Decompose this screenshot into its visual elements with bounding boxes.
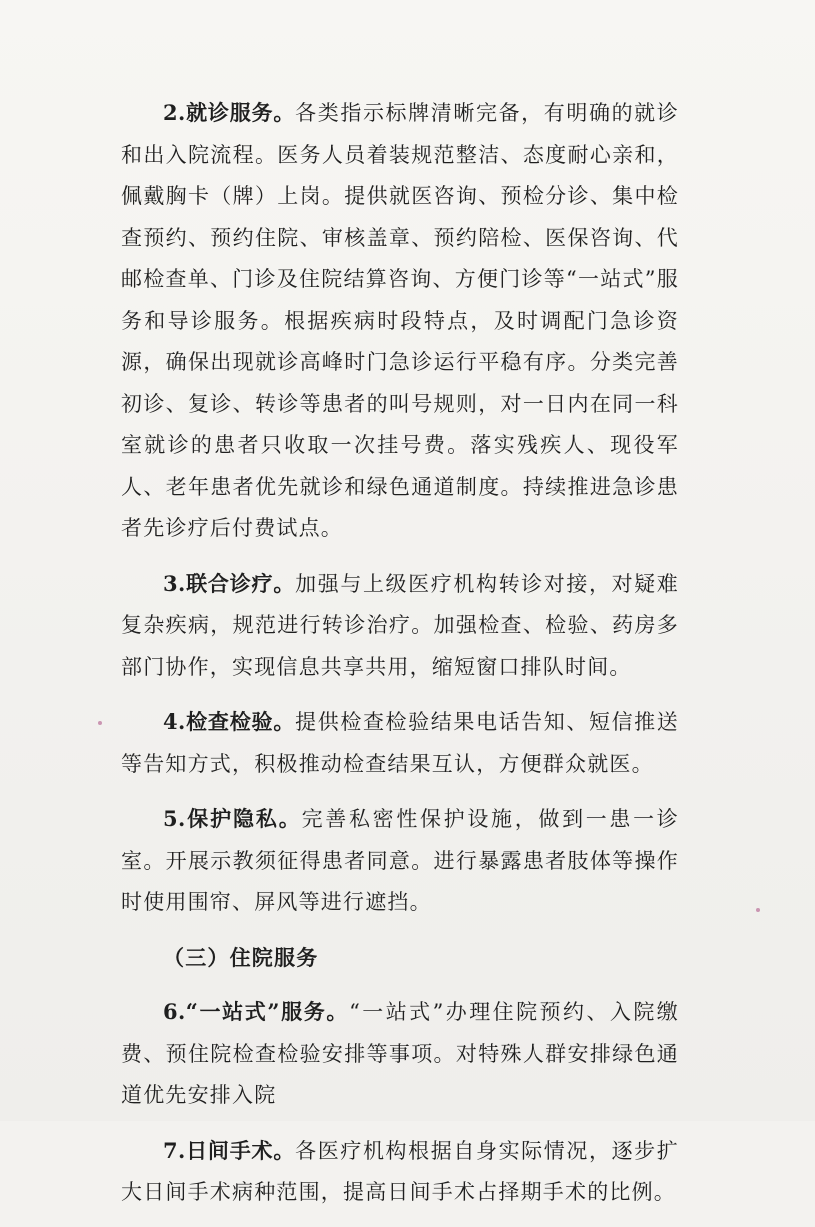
- paragraph-day-surgery: [121, 1130, 679, 1214]
- paragraph-heading: 2.就诊服务。: [163, 100, 296, 125]
- paragraph-consultation-service: [121, 92, 679, 550]
- document-body: [121, 92, 679, 1227]
- paragraph-heading: 7.日间手术。: [163, 1137, 296, 1163]
- section-title-inpatient: （三）住院服务: [163, 944, 319, 970]
- paragraph-heading: 3.联合诊疗。: [163, 570, 296, 596]
- paragraph-text: 提供检查检验结果电话告知、短信推送等告知方式，积极推动检查结果互认，方便群众就医。: [121, 710, 679, 776]
- scan-speck: [98, 721, 102, 725]
- paragraph-text: 各医疗机构根据自身实际情况，逐步扩大日间手术病种范围，提高日间手术占择期手术的比例。: [121, 1138, 679, 1204]
- paragraph-text: 各类指示标牌清晰完备，有明确的就诊和出入院流程。医务人员着装规范整洁、态度耐心亲和，佩戴胸卡（牌）上岗。提供就医咨询、预检分诊、集中检查预约、预约住院、审核盖章、预约陪检、医保咨询、代邮检查单、门诊及住院结算咨询、方便门诊等“一站式”服务和导诊服务。根据疾病时段特点，及时调配门急诊资源，确保出现就诊高峰时门急诊运行平稳有序。分类完善初诊、复诊、转诊等患者的叫号规则，对一日内在同一科室就诊的患者只收取一次挂号费。落实残疾人、现役军人、老年患者优先就诊和绿色通道制度。持续推进急诊患者先诊疗后付费试点。: [121, 101, 679, 540]
- paragraph-privacy: [121, 798, 679, 924]
- scan-speck: [756, 908, 760, 912]
- paragraph-heading: 5.保护隐私。: [163, 806, 302, 831]
- paragraph-heading: 4.检查检验。: [163, 709, 296, 734]
- paragraph-heading: 6.“一站式”服务。: [163, 999, 350, 1024]
- paragraph-examination: [121, 701, 679, 785]
- paragraph-joint-treatment: [121, 563, 679, 689]
- paragraph-text: “一站式”办理住院预约、入院缴费、预住院检查检验安排等事项。对特殊人群安排绿色通道优先安排入院: [121, 1000, 679, 1107]
- paragraph-one-stop-service: [121, 991, 679, 1117]
- paragraph-text: 完善私密性保护设施，做到一患一诊室。开展示教须征得患者同意。进行暴露患者肢体等操作时使用围帘、屏风等进行遮挡。: [121, 807, 679, 914]
- paragraph-text: 加强与上级医疗机构转诊对接，对疑难复杂疾病，规范进行转诊治疗。加强检查、检验、药房多部门协作，实现信息共享共用，缩短窗口排队时间。: [121, 571, 679, 679]
